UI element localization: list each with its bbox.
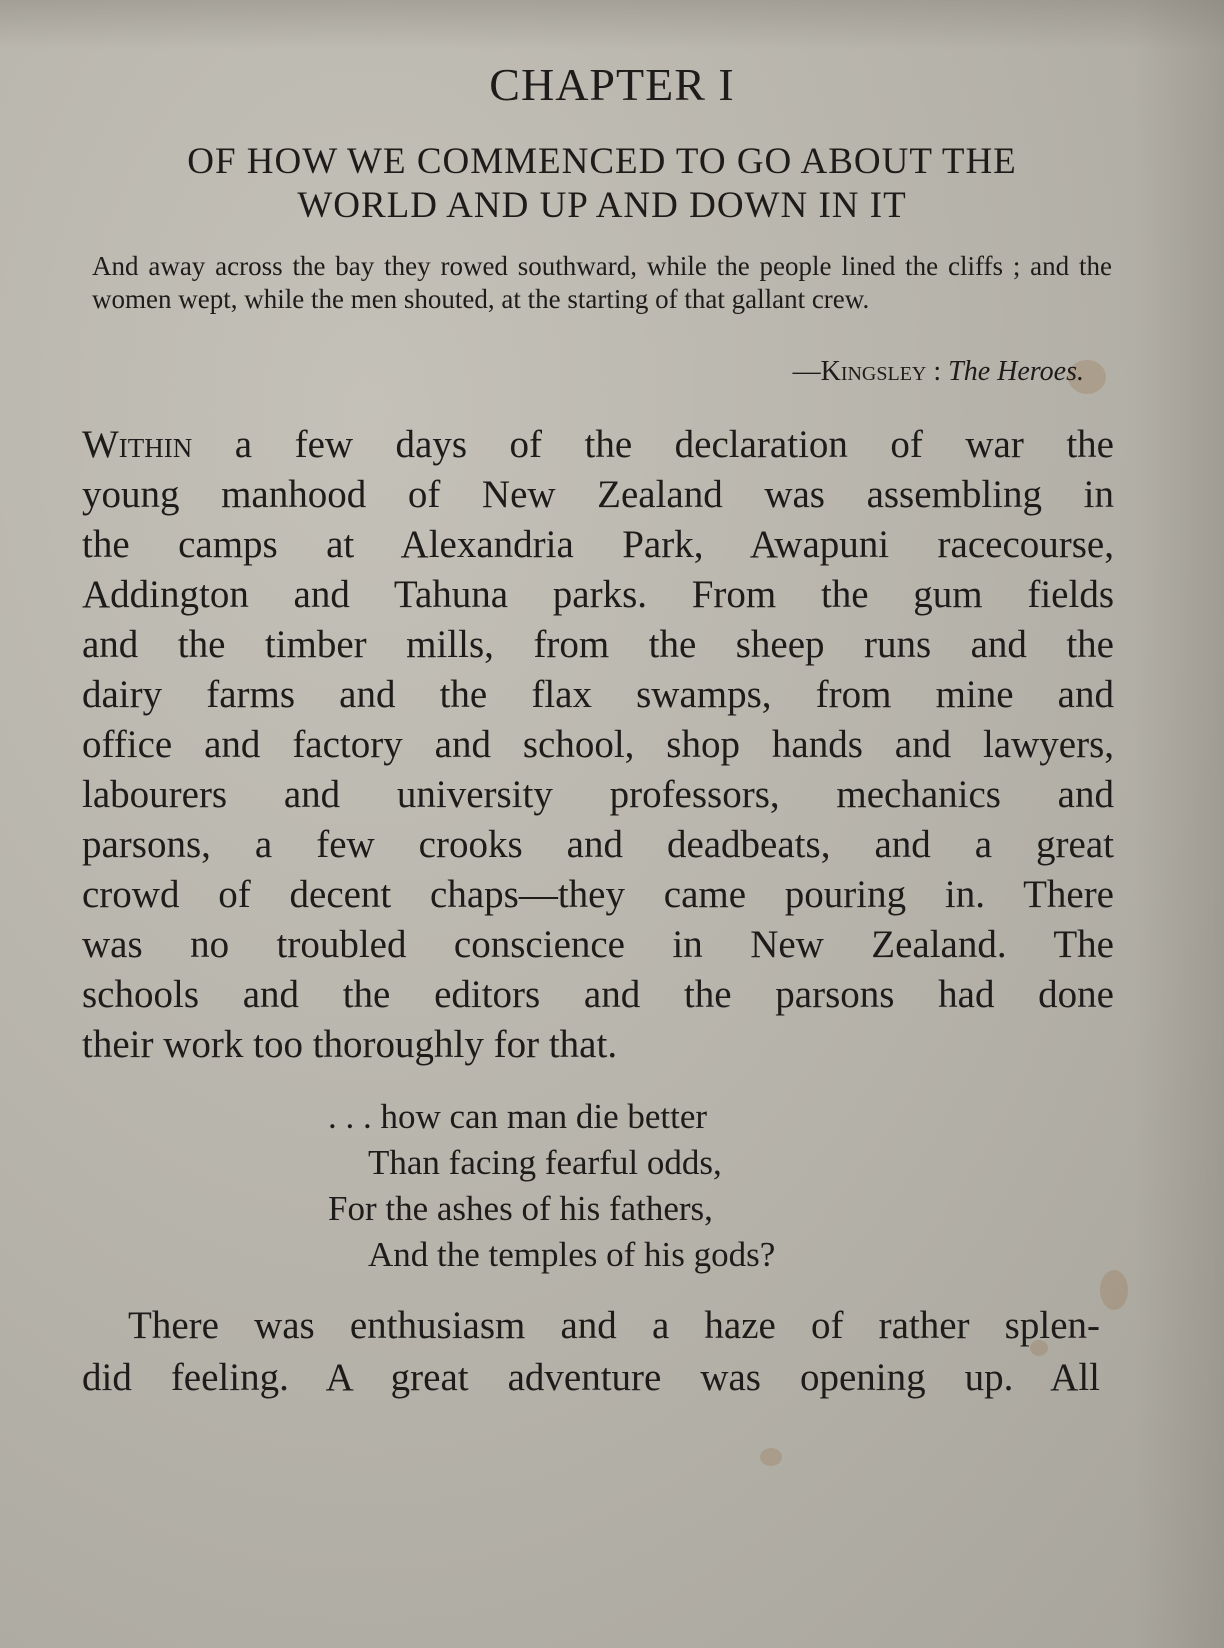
chapter-subtitle-line: OF HOW WE COMMENCED TO GO ABOUT THE [187,141,1017,182]
paragraph-line: young manhood of New Zealand was assembling in [82,473,1114,516]
foxing-spot [1100,1270,1128,1310]
paragraph-line: dairy farms and the flax swamps, from mine and [82,673,1114,716]
lead-word: Within [82,423,193,466]
attribution-dash: — [792,356,821,387]
paragraph-line: parsons, a few crooks and deadbeats, and a great [82,823,1114,866]
paragraph-line: labourers and university professors, mechanics and [82,773,1114,816]
paragraph-line: did feeling. A great adventure was opening up. All [82,1356,1100,1399]
foxing-spot [760,1448,782,1466]
paragraph-line: was no troubled conscience in New Zealand. The [82,923,1114,966]
verse-line: . . . how can man die better [328,1097,708,1136]
paragraph-line: schools and the editors and the parsons had done [82,973,1114,1016]
chapter-subtitle-line: WORLD AND UP AND DOWN IN IT [297,185,907,226]
verse-line: For the ashes of his fathers, [328,1189,713,1228]
epigraph-quote: And away across the bay they rowed southward, while the people lined the cliffs ; and the women wept, while the men shouted, at the starting of that gallant crew. [92,251,1112,314]
paragraph-line: their work too thoroughly for that. [82,1023,618,1066]
attribution-separator: : [926,356,949,387]
paragraph-line: There was enthusiasm and a haze of rather splen- [128,1304,1100,1347]
verse-line: Than facing fearful odds, [368,1143,722,1182]
page-edge-shading [1134,0,1224,1648]
body-paragraph-1 [82,420,1114,1070]
paragraph-line: crowd of decent chaps—they came pouring in. There [82,873,1114,916]
chapter-title: CHAPTER I [489,59,735,110]
paragraph-line: the camps at Alexandria Park, Awapuni racecourse, [82,523,1114,566]
paragraph-line: Addington and Tahuna parks. From the gum fields [82,573,1114,616]
paragraph-line: and the timber mills, from the sheep runs and the [82,623,1114,666]
verse-line: And the temples of his gods? [368,1235,776,1274]
body-paragraph-2 [82,1300,1100,1404]
verse-quote [328,1094,775,1278]
chapter-subtitle [92,140,1112,228]
epigraph-attribution [793,356,1084,388]
page-top-shadow [0,0,1224,50]
attribution-work: The Heroes. [948,356,1084,387]
paragraph-line: office and factory and school, shop hands and lawyers, [82,723,1114,766]
paragraph-line-text: a few days of the declaration of war the [192,423,1114,466]
paragraph-line [82,420,1114,470]
attribution-author: Kingsley [820,356,927,387]
